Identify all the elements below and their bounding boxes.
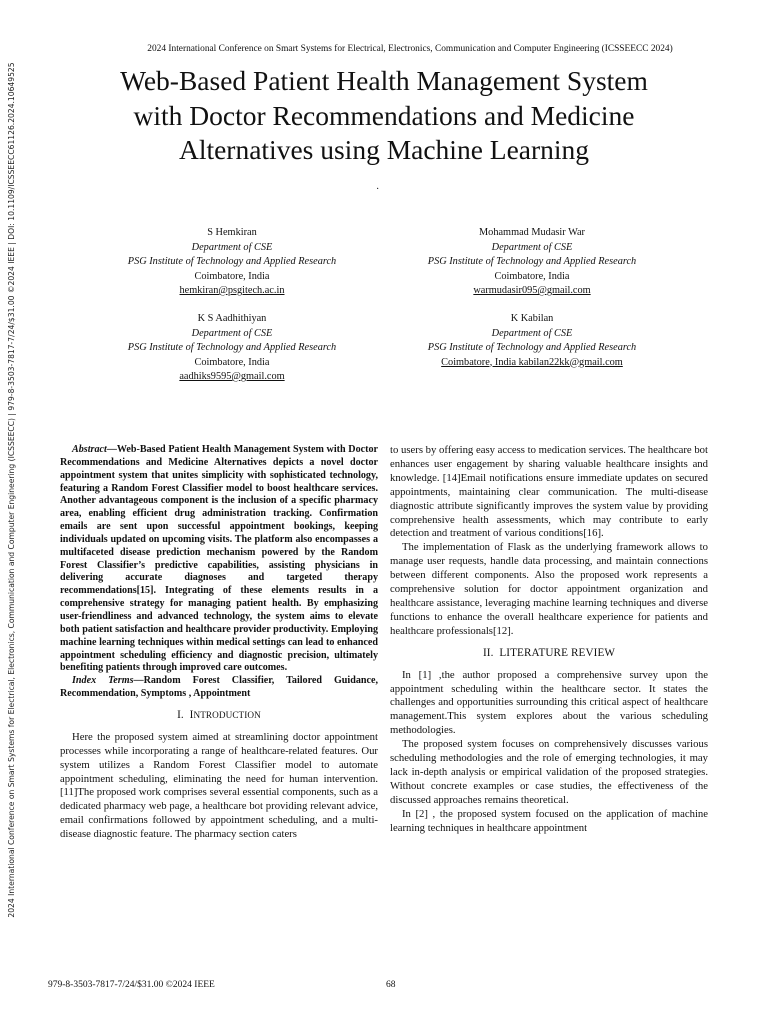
author-dept: Department of CSE <box>191 241 273 253</box>
abstract-dash: — <box>106 444 117 455</box>
left-column <box>60 444 378 842</box>
paragraph: The implementation of Flask as the underlying framework allows to manage user requests, handle data processing, and maintain connections between different components. Also the proposed work represents a comprehensive solution for doctor appointment organization and healthcare assistance, leveraging machine learning techniques and diverse functions to enhance the overall healthcare experience for patients and healthcare professionals[12]. <box>390 541 708 637</box>
author-block-2 <box>382 226 682 299</box>
paragraph: to users by offering easy access to medication services. The healthcare bot enhances user engagement by sharing valuable healthcare insights and knowledge. [14]Email notifications ensure immediate updates on secured appointments, maintaining clear communication. The multi-disease diagnostic attribute significantly improves the system value by providing comprehensive health assessments, which may contribute to early detection and treatment of various conditions[16]. <box>390 444 708 540</box>
section-heading-introduction <box>60 709 378 723</box>
author-email-link[interactable]: warmudasir095@gmail.com <box>473 285 591 296</box>
author-email-link[interactable]: hemkiran@psgitech.ac.in <box>179 285 285 296</box>
author-inst: PSG Institute of Technology and Applied Research <box>427 256 637 267</box>
section-heading-literature-review <box>390 647 708 661</box>
author-dept: Department of CSE <box>491 327 573 339</box>
index-terms-text: Random Forest Classifier, Tailored Guidance, Recommendation, Symptoms , Appointment <box>60 675 378 700</box>
author-city: Coimbatore, India <box>194 270 270 282</box>
author-email-link[interactable]: aadhiks9595@gmail.com <box>179 371 285 382</box>
title-dot: · <box>376 184 380 195</box>
conference-header: 2024 International Conference on Smart Systems for Electrical, Electronics, Communication and Computer Engineering (ICSSEECC 2024) <box>147 44 673 54</box>
index-terms-dash: — <box>133 675 144 687</box>
footer-isbn: 979-8-3503-7817-7/24/$31.00 ©2024 IEEE <box>48 980 215 990</box>
author-name: K Kabilan <box>510 313 554 324</box>
right-column <box>390 444 708 835</box>
title-line: Web-Based Patient Health Management System <box>120 65 648 96</box>
section-numeral: I. <box>177 708 184 721</box>
doi-sidebar <box>4 10 20 970</box>
index-terms <box>60 675 378 701</box>
author-city: Coimbatore, India <box>194 356 270 368</box>
paragraph: The proposed system focuses on comprehensively discusses various scheduling methodologies and the role of emerging technologies, it may lack in-depth analysis or empirical validation of the proposed strategies. Without concrete examples or case studies, the effectiveness of the discussed approaches remains theoretical. <box>390 738 708 806</box>
author-block-4 <box>382 312 682 370</box>
author-block-1 <box>82 226 382 299</box>
author-dept: Department of CSE <box>491 241 573 253</box>
author-name: K S Aadhithiyan <box>197 313 267 324</box>
author-name: S Hemkiran <box>207 227 257 238</box>
doi-sidebar-text: 2024 International Conference on Smart Systems for Electrical, Electronics, Communication and Computer Engineering (ICSSEECC) | 979-8-3503-7817-7/24/$31.00 ©2024 IEEE | DOI: 10.1109/ICSSEECC61126.2024.10649525 <box>7 62 16 918</box>
author-inst: PSG Institute of Technology and Applied Research <box>127 342 337 353</box>
title-line: with Doctor Recommendations and Medicine <box>133 99 635 131</box>
author-block-3 <box>82 312 382 385</box>
author-inst: PSG Institute of Technology and Applied Research <box>427 342 637 353</box>
paragraph: In [2] , the proposed system focused on the application of machine learning techniques in healthcare appointment <box>390 807 708 834</box>
section-first-letter: I <box>189 708 194 721</box>
paper-title <box>60 64 708 168</box>
author-name: Mohammad Mudasir War <box>479 227 585 238</box>
author-dept: Department of CSE <box>191 327 273 339</box>
abstract <box>60 444 378 675</box>
index-terms-label: Index Terms <box>72 675 134 687</box>
section-numeral: II. <box>482 646 494 659</box>
paragraph: Here the proposed system aimed at streamlining doctor appointment processes while incorporating a range of healthcare-related features. Our system utilizes a Random Forest Classifier model to automate appointment scheduling, eliminating the need for human intervention. [11]The proposed work comprises several essential components, such as a dedicated pharmacy web page, a healthcare bot providing relevant advice, email confirmations followed by appointment scheduling, and a multi-disease diagnostic feature. The pharmacy section caters <box>60 730 378 841</box>
abstract-label: Abstract <box>72 444 107 455</box>
section-title-text: LITERATURE REVIEW <box>499 646 616 659</box>
page-number: 68 <box>386 980 396 990</box>
paragraph: In [1] ,the author proposed a comprehensive survey upon the appointment scheduling within the healthcare sector. It states the challenges and opportunities surrounding this critical aspect of healthcare management.This system explores about the various scheduling methodologies. <box>390 668 708 737</box>
author-city-email-link[interactable]: Coimbatore, India kabilan22kk@gmail.com <box>441 356 623 368</box>
author-inst: PSG Institute of Technology and Applied Research <box>127 256 337 267</box>
title-line: Alternatives using Machine Learning <box>178 134 590 165</box>
abstract-text: Web-Based Patient Health Management System with Doctor Recommendations and Medicine Alternatives depicts a novel doctor appointment system that unites simplicity with sophisticated technology, featuring a Random Forest Classifier model to boost healthcare services. Another advantageous component is the inclusion of a specific pharmacy area, enabling efficient drug administration tracking. Confirmation emails are sent upon successful appointment bookings, keeping individuals updated on upcoming visits. The platform also encompasses a multifaceted disease prediction mechanism powered by the Random Forest Classifier’s predictive capabilities, assisting physicians in delivering accurate diagnoses and targeted therapy recommendations[15]. Integrating of these elements results in a comprehensive strategy for managing patient health. By emphasizing user-friendliness and advanced technology, the system aims to elevate both patient satisfaction and healthcare provider productivity. Employing machine learning techniques within medical settings can lead to enhanced appointment scheduling efficiency and diagnostic precision, ultimately benefiting patients through improved care outcomes. <box>60 444 378 674</box>
author-city: Coimbatore, India <box>494 270 570 282</box>
section-rest: NTRODUCTION <box>193 709 261 720</box>
